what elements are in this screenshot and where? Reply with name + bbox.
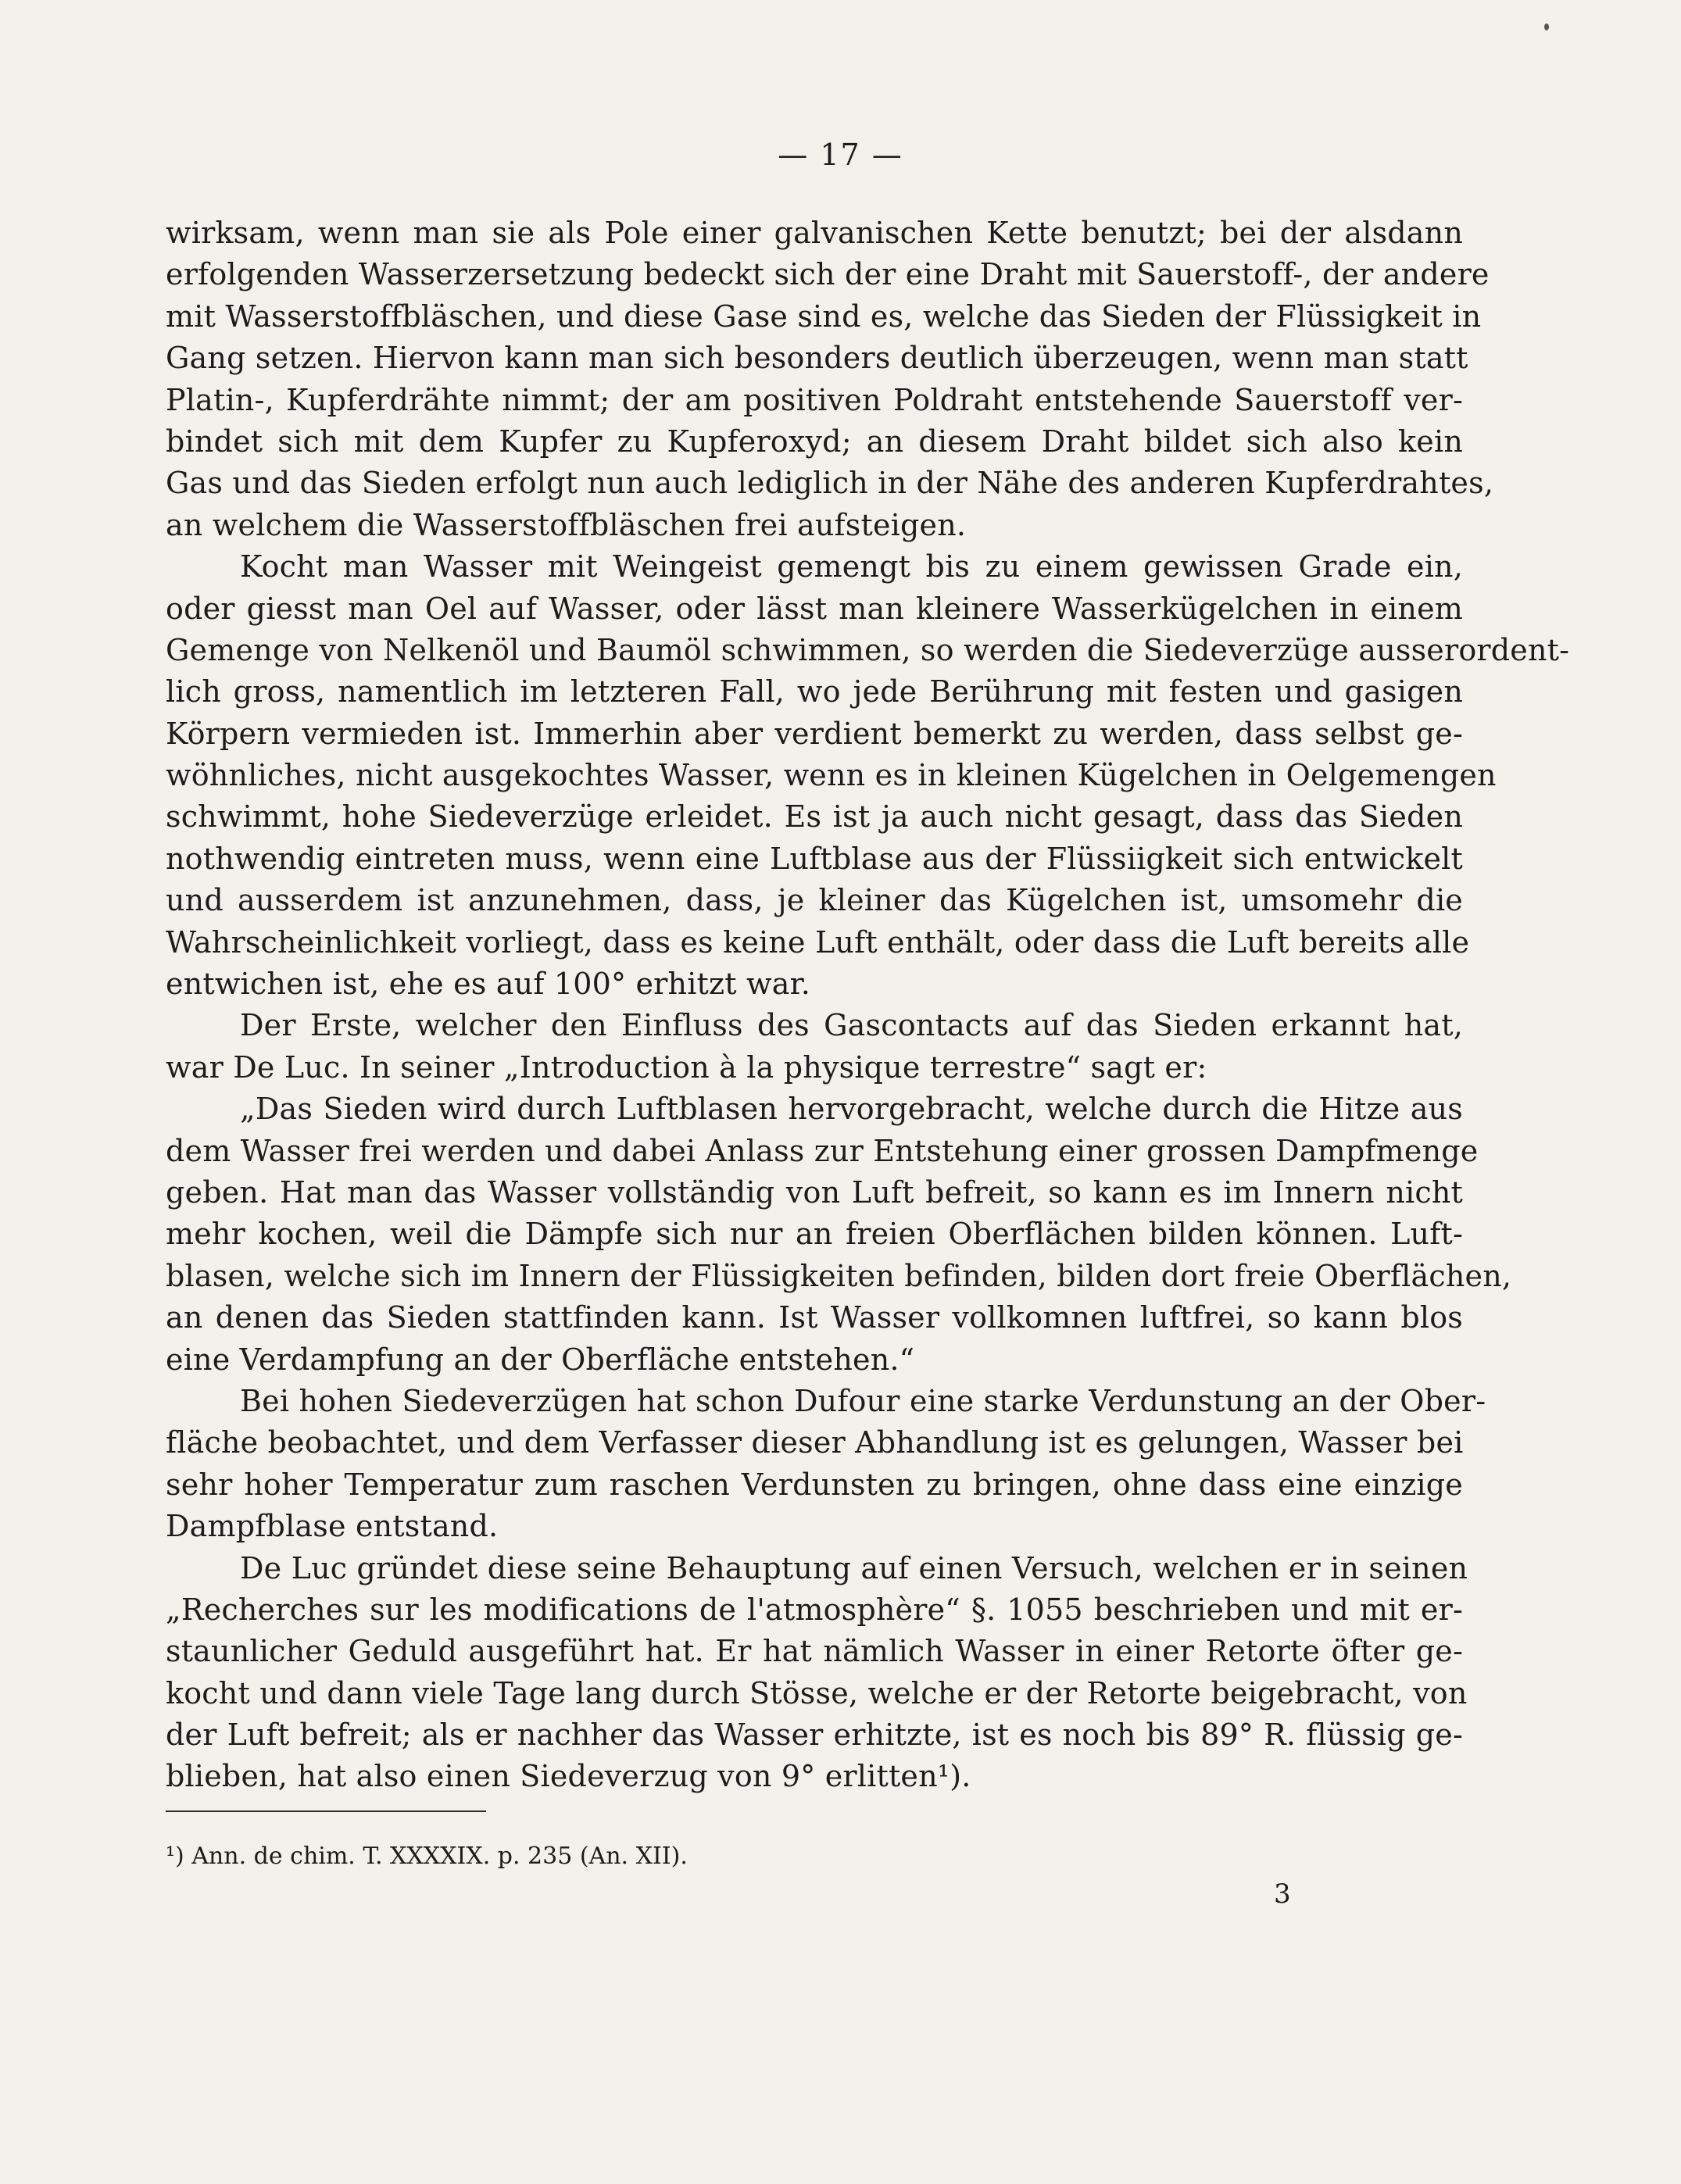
text-line: an welchem die Wasserstoffbläschen frei aufsteigen. xyxy=(166,507,967,542)
text-line: war De Luc. In seiner „Introduction à la physique terrestre“ sagt er: xyxy=(166,1049,1207,1085)
text-line: Gas und das Sieden erfolgt nun auch lediglich in der Nähe des anderen Kupferdrahtes, xyxy=(166,466,1494,501)
sheet-signature: 3 xyxy=(1274,1878,1291,1910)
text-line: oder giesst man Oel auf Wasser, oder lässt man kleinere Wasserkügelchen in einem xyxy=(166,591,1463,626)
footnote: ¹) Ann. de chim. T. XXXXIX. p. 235 (An. XII). xyxy=(166,1843,688,1870)
text-line: Kocht man Wasser mit Weingeist gemengt bis zu einem gewissen Grade ein, xyxy=(240,549,1463,584)
scan-speck xyxy=(1544,23,1549,30)
text-line: bindet sich mit dem Kupfer zu Kupferoxyd; an diesem Draht bildet sich also kein xyxy=(166,424,1463,459)
text-line: Bei hohen Siedeverzügen hat schon Dufour eine starke Verdunstung an der Ober- xyxy=(240,1383,1486,1418)
text-line: dem Wasser frei werden und dabei Anlass zur Entstehung einer grossen Dampfmenge xyxy=(166,1133,1479,1168)
text-line: Platin-, Kupferdrähte nimmt; der am positiven Poldraht entstehende Sauerstoff ver- xyxy=(166,382,1463,417)
text-line: Gang setzen. Hiervon kann man sich besonders deutlich überzeugen, wenn man statt xyxy=(166,341,1468,376)
text-line: wirksam, wenn man sie als Pole einer galvanischen Kette benutzt; bei der alsdann xyxy=(166,216,1463,250)
text-line: Dampfblase entstand. xyxy=(166,1509,499,1544)
text-line: erfolgenden Wasserzersetzung bedeckt sich der eine Draht mit Sauerstoff-, der andere xyxy=(166,257,1490,292)
text-line: geben. Hat man das Wasser vollständig von Luft befreit, so kann es im Innern nicht xyxy=(166,1174,1463,1210)
text-line: mehr kochen, weil die Dämpfe sich nur an freien Oberflächen bilden können. Luft- xyxy=(166,1217,1463,1252)
text-line: blieben, hat also einen Siedeverzug von 9° erlitten¹). xyxy=(166,1759,971,1794)
text-line: schwimmt, hohe Siedeverzüge erleidet. Es ist ja auch nicht gesagt, dass das Sieden xyxy=(166,799,1463,835)
text-line: mit Wasserstoffbläschen, und diese Gase sind es, welche das Sieden der Flüssigkeit in xyxy=(166,298,1482,334)
text-line: „Das Sieden wird durch Luftblasen hervorgebracht, welche durch die Hitze aus xyxy=(240,1092,1463,1127)
page-number: — 17 — xyxy=(778,138,903,172)
text-line: blasen, welche sich im Innern der Flüssigkeiten befinden, bilden dort freie Oberflächen, xyxy=(166,1258,1512,1293)
text-line: Körpern vermieden ist. Immerhin aber verdient bemerkt zu werden, dass selbst ge- xyxy=(166,716,1463,751)
text-line: „Recherches sur les modifications de l'atmosphère“ §. 1055 beschrieben und mit er- xyxy=(166,1592,1463,1627)
text-line: nothwendig eintreten muss, wenn eine Luftblase aus der Flüssiigkeit sich entwickelt xyxy=(166,841,1463,876)
text-line: fläche beobachtet, und dem Verfasser dieser Abhandlung ist es gelungen, Wasser bei xyxy=(166,1425,1464,1460)
text-line: sehr hoher Temperatur zum raschen Verdunsten zu bringen, ohne dass eine einzige xyxy=(166,1467,1463,1502)
text-line: De Luc gründet diese seine Behauptung auf einen Versuch, welchen er in seinen xyxy=(240,1550,1468,1585)
text-line: kocht und dann viele Tage lang durch Stösse, welche er der Retorte beigebracht, von xyxy=(166,1675,1468,1710)
text-line: Gemenge von Nelkenöl und Baumöl schwimmen, so werden die Siedeverzüge ausserordent- xyxy=(166,632,1570,667)
text-line: und ausserdem ist anzunehmen, dass, je kleiner das Kügelchen ist, umsomehr die xyxy=(166,883,1463,918)
text-line: eine Verdampfung an der Oberfläche entstehen.“ xyxy=(166,1342,915,1377)
text-line: wöhnliches, nicht ausgekochtes Wasser, wenn es in kleinen Kügelchen in Oelgemengen xyxy=(166,758,1497,793)
text-line: lich gross, namentlich im letzteren Fall, wo jede Berührung mit festen und gasigen xyxy=(166,674,1463,710)
footnote-rule xyxy=(166,1810,486,1812)
text-line: Wahrscheinlichkeit vorliegt, dass es keine Luft enthält, oder dass die Luft bereits alle xyxy=(166,924,1470,960)
body-text xyxy=(166,213,1570,1798)
text-line: staunlicher Geduld ausgeführt hat. Er hat nämlich Wasser in einer Retorte öfter ge- xyxy=(166,1634,1463,1669)
text-line: an denen das Sieden stattfinden kann. Ist Wasser vollkomnen luftfrei, so kann blos xyxy=(166,1300,1463,1335)
text-line: der Luft befreit; als er nachher das Wasser erhitzte, ist es noch bis 89° R. flüssig ge- xyxy=(166,1718,1463,1753)
text-line: Der Erste, welcher den Einfluss des Gascontacts auf das Sieden erkannt hat, xyxy=(240,1008,1463,1043)
text-line: entwichen ist, ehe es auf 100° erhitzt war. xyxy=(166,967,811,1002)
